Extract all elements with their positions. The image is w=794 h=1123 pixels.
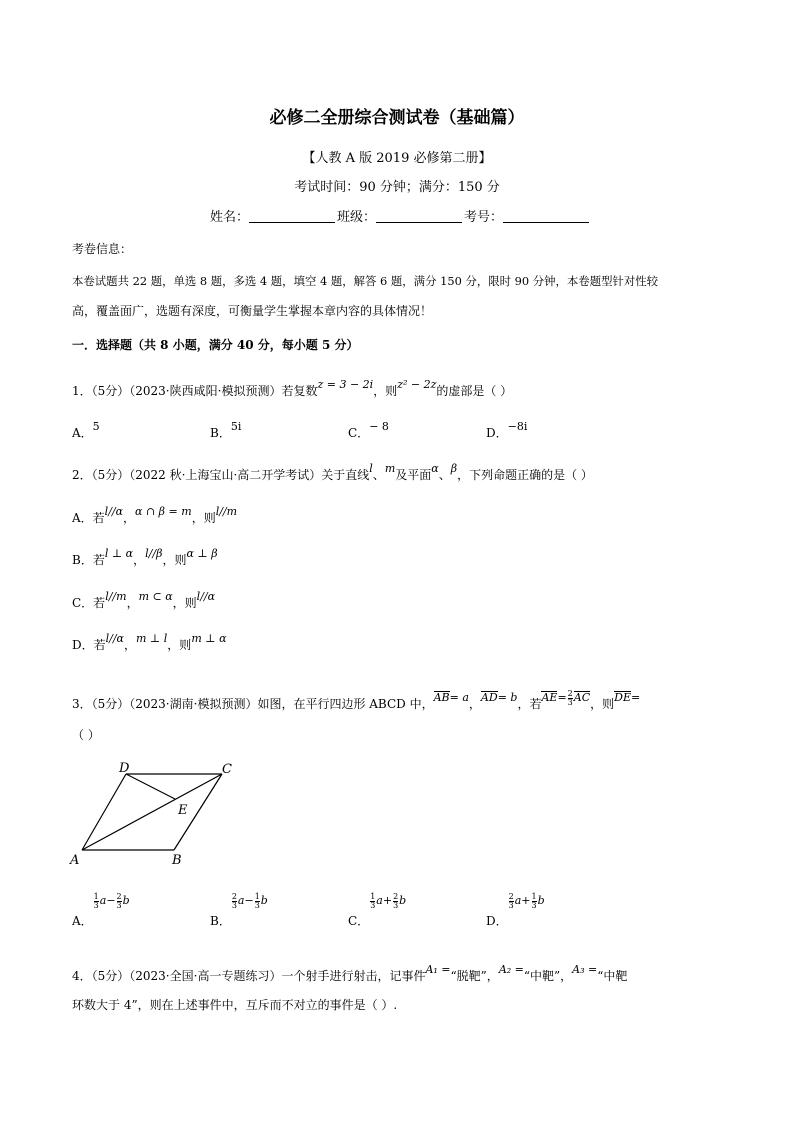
question-3: 3．（5分）（2023·湖南·模拟预测）如图，在平行四边形 ABCD 中，AB= a，AD= b，若AE= $\frac{2}{3}$ AC，则DE= (72, 688, 641, 711)
question-4: 4．（5分）（2023·全国·高一专题练习）一个射手进行射击，记事件A₁ =“脱靶”，A₂ =“中靶”，A₃ =“中靶 (72, 963, 628, 983)
id-label: 考号： (464, 210, 504, 225)
info-line-2: 高，覆盖面广，选题有深度，可衡量学生掌握本章内容的具体情况！ (72, 304, 433, 318)
student-fields (210, 206, 591, 225)
name-field[interactable] (249, 208, 335, 223)
q2-option-d[interactable]: D．若l//α，m ⊥ l，则m ⊥ α (72, 632, 227, 652)
info-heading: 考卷信息： (72, 242, 133, 256)
section-heading: 一．选择题（共 8 小题，满分 40 分，每小题 5 分） (72, 338, 359, 352)
q1-option-a[interactable]: A．5 (72, 420, 100, 440)
exam-info: 考试时间：90 分钟；满分：150 分 (294, 180, 500, 195)
point-e-label: E (178, 803, 188, 818)
parallelogram-figure (66, 758, 246, 870)
q3-paren: （ ） (72, 728, 100, 742)
class-field[interactable] (376, 208, 462, 223)
name-label: 姓名： (210, 210, 250, 225)
vertex-c-label: C (222, 762, 232, 777)
class-label: 班级： (337, 210, 377, 225)
q3-option-b[interactable]: B． $\frac{2}{3}$ a− $\frac{1}{3}$ b (210, 891, 268, 928)
q3-option-c[interactable]: C． $\frac{1}{3}$ a+ $\frac{2}{3}$ b (348, 891, 407, 928)
diagonal-ac (82, 774, 222, 850)
question-2: 2．（5分）（2022 秋·上海宝山·高二开学考试）关于直线l、m及平面α、β，下列命题正确的是（ ） (72, 462, 593, 482)
edition-subtitle: 【人教 A 版 2019 必修第二册】 (302, 151, 492, 166)
q3-option-a[interactable]: A． $\frac{1}{3}$ a− $\frac{2}{3}$ b (72, 891, 130, 928)
page-title: 必修二全册综合测试卷（基础篇） (269, 108, 525, 128)
segment-de (126, 774, 175, 799)
vertex-b-label: B (172, 853, 182, 868)
question-1: 1．（5分）（2023·陕西咸阳·模拟预测）若复数z = 3 − 2i，则z² − 2z的虚部是（ ） (72, 378, 513, 398)
vertex-d-label: D (119, 761, 130, 776)
q1-expr: z² − 2z (397, 378, 437, 391)
info-line-1: 本卷试题共 22 题，单选 8 题，多选 4 题，填空 4 题，解答 6 题，满分 150 分，限时 90 分钟，本卷题型针对性较 (72, 274, 659, 288)
id-field[interactable] (503, 208, 589, 223)
q2-option-b[interactable]: B．若l ⊥ α，l//β，则α ⊥ β (72, 547, 218, 567)
q2-option-c[interactable]: C．若l//m，m ⊂ α，则l//α (72, 590, 216, 610)
q3-option-d[interactable]: D． $\frac{2}{3}$ a+ $\frac{1}{3}$ b (486, 891, 545, 928)
q2-option-a[interactable]: A．若l//α，α ∩ β = m，则l//m (72, 505, 238, 525)
question-4-line-2: 环数大于 4”，则在上述事件中，互斥而不对立的事件是（ ）. (72, 998, 398, 1012)
q1-option-d[interactable]: D．−8i (486, 420, 528, 440)
q1-option-b[interactable]: B．5i (210, 420, 242, 440)
vertex-a-label: A (70, 853, 80, 868)
q1-z-expr: z = 3 − 2i (317, 378, 374, 391)
q1-option-c[interactable]: C．− 8 (348, 420, 389, 440)
